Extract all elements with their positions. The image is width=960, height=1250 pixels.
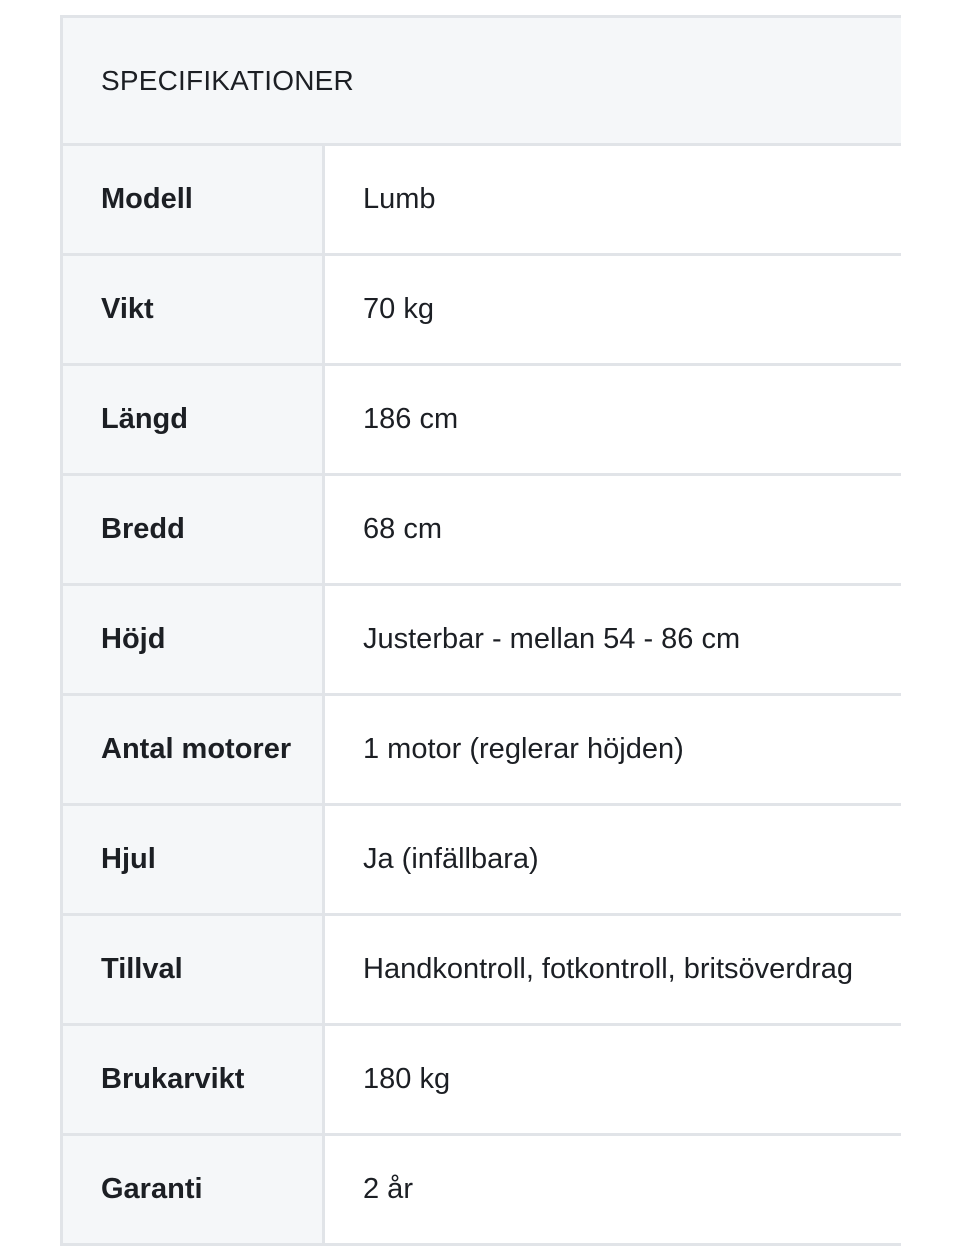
spec-label: Längd xyxy=(101,403,188,435)
spec-value: Justerbar - mellan 54 - 86 cm xyxy=(363,623,741,655)
spec-label: Hjul xyxy=(101,843,156,875)
spec-value-cell xyxy=(325,806,901,913)
specifications-table xyxy=(60,15,901,1246)
spec-value-cell xyxy=(325,696,901,803)
spec-row-hjul xyxy=(63,806,901,916)
spec-value: 68 cm xyxy=(363,513,442,545)
spec-value: 2 år xyxy=(363,1173,413,1205)
spec-label-cell xyxy=(63,1026,325,1133)
spec-value: 180 kg xyxy=(363,1063,451,1095)
spec-value-cell xyxy=(325,256,901,363)
spec-value-cell xyxy=(325,586,901,693)
spec-row-garanti xyxy=(63,1136,901,1243)
spec-label-cell xyxy=(63,696,325,803)
specifications-header xyxy=(63,18,901,146)
spec-row-modell xyxy=(63,146,901,256)
spec-value: 70 kg xyxy=(363,293,434,325)
spec-label-cell xyxy=(63,916,325,1023)
spec-row-langd xyxy=(63,366,901,476)
spec-label-cell xyxy=(63,806,325,913)
spec-label: Garanti xyxy=(101,1173,203,1205)
spec-row-bredd xyxy=(63,476,901,586)
spec-label: Antal motorer xyxy=(101,733,292,765)
spec-value: Ja (infällbara) xyxy=(363,843,539,875)
specifications-title: SPECIFIKATIONER xyxy=(101,64,354,96)
spec-value-cell xyxy=(325,1136,901,1243)
spec-row-vikt xyxy=(63,256,901,366)
spec-label-cell xyxy=(63,1136,325,1243)
spec-value-cell xyxy=(325,916,901,1023)
spec-label-cell xyxy=(63,476,325,583)
spec-value: Handkontroll, fotkontroll, britsöverdrag xyxy=(363,953,854,985)
spec-label: Höjd xyxy=(101,623,166,655)
spec-label-cell xyxy=(63,146,325,253)
spec-row-hojd xyxy=(63,586,901,696)
spec-label: Bredd xyxy=(101,513,185,545)
spec-value-cell xyxy=(325,476,901,583)
spec-value-cell xyxy=(325,366,901,473)
spec-label-cell xyxy=(63,366,325,473)
spec-value: Lumb xyxy=(363,183,436,215)
spec-label-cell xyxy=(63,256,325,363)
spec-row-antal-motorer xyxy=(63,696,901,806)
spec-label: Vikt xyxy=(101,293,154,325)
spec-label-cell xyxy=(63,586,325,693)
spec-label: Brukarvikt xyxy=(101,1063,245,1095)
spec-row-tillval xyxy=(63,916,901,1026)
spec-value: 186 cm xyxy=(363,403,459,435)
spec-value-cell xyxy=(325,146,901,253)
spec-row-brukarvikt xyxy=(63,1026,901,1136)
spec-value: 1 motor (reglerar höjden) xyxy=(363,733,684,765)
spec-label: Tillval xyxy=(101,953,183,985)
spec-value-cell xyxy=(325,1026,901,1133)
spec-label: Modell xyxy=(101,183,193,215)
